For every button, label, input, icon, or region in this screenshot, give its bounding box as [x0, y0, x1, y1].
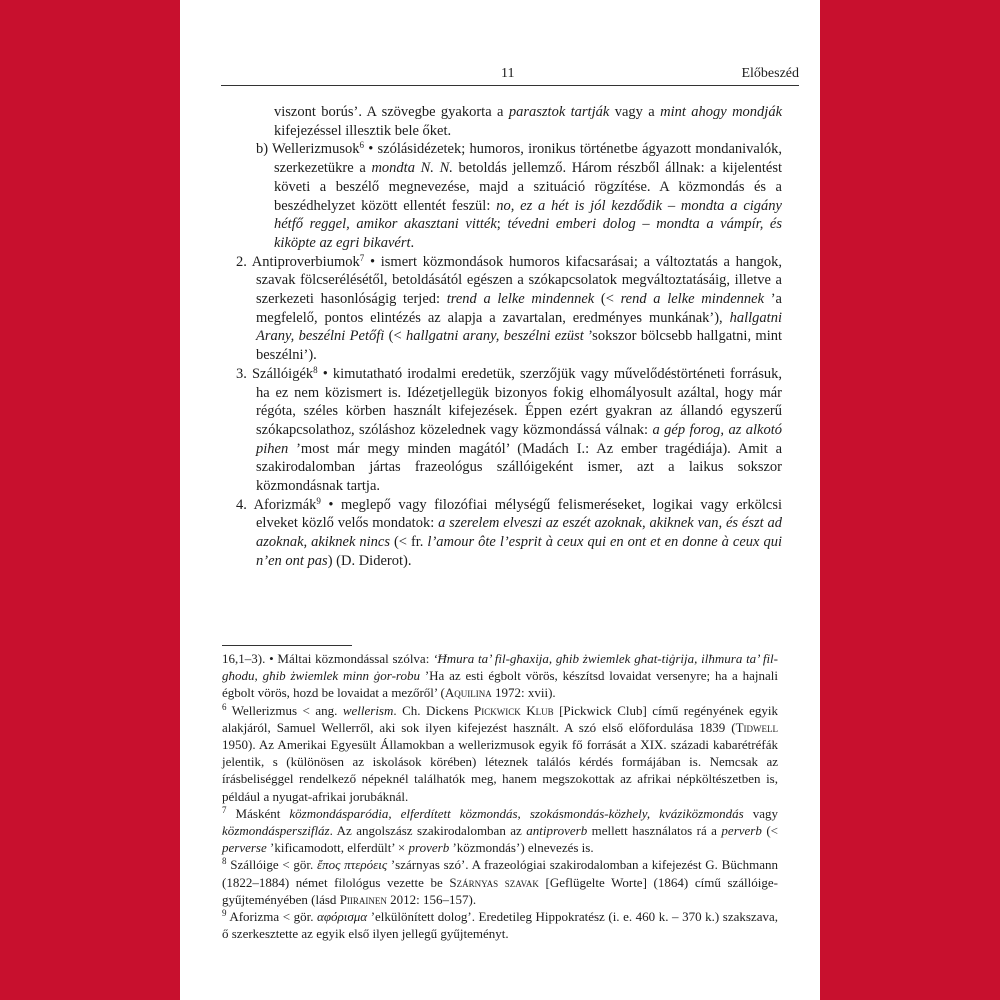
footnote-ref: 8	[313, 364, 318, 375]
page-number: 11	[501, 66, 515, 81]
footnote-separator	[222, 645, 352, 646]
footnote-ref: 6	[359, 140, 364, 151]
list-item-quotation: 3. Szállóigék$^8$ • kimutatható irodalmi eredetük, szerzőjük vagy művelődéstörténeti forrásuk, ha ez nem közismert is. Idézetjellegük bizonyos fokig elhomályosult azáltal, hogy már régóta, széles körben használt kifejezések. Éppen ezért gyakran az állandó egyszerű szókapcsolathoz, szóláshoz közelednek vagy közmondássá válnak: a gép forog, az alkotó pihen ’most már megy minden magától’ (Madách I.: Az ember tragédiája). Amit a szakirodalomban jártas frazeológus szállóigeként ismer, azt a laikus sokszor közmondásnak tartja.	[236, 364, 782, 495]
main-text	[226, 103, 782, 571]
footnote-8: $^8$ Szállóige < gör. ἔπος πτερόεις ’szárnyas szó’. A frazeológiai szakirodalomban a kifejezést G. Büchmann (1822–1884) német filológus vezette be Szárnyas szavak [Geflügelte Worte] (1864) című szállóige-gyűjteményében (lásd Piirainen 2012: 156–157).	[222, 856, 778, 907]
footnote-ref: 7	[359, 252, 365, 263]
footnote-9: $^9$ Aforizma < gör. αφόρισμα ’elkülönített dolog’. Eredetileg Hippokratész (i. e. 460 k. – 370 k.) szakszava, ő szerkesztette az egyik első ilyen jellegű gyűjteményt.	[222, 908, 778, 942]
list-item-wellerism: b) Wellerizmusok$^6$ • szólásidézetek; humoros, ironikus történetbe ágyazott mondanivalók, szerkezetükre a mondta N. N. betoldás jellemző. Három részből állnak: a kijelentést követi a beszélő megnevezése, majd a szituáció rögzítése. A közmondás és a beszédhelyzet között ellentét feszül: no, ez a hét is jól kezdődik – mondta a cigány hétfő reggel, amikor akasztani vitték; tévedni emberi dolog – mondta a vámpír, és kiköpte az egri bikavért.	[256, 140, 782, 251]
footnote-5-continuation: 16,1–3). • Máltai közmondással szólva: ‘Ħmura ta’ fil-għaxija, għib żwiemlek għat-tiġrija, ilħmura ta’ fil-għodu, għib żwiemlek minn ġor-robu ’Ha az esti égbolt vörös, készítsd lovaidat versenyre; ha a hajnali égbolt vörös, hozd be lovaidat a mezőről’ (Aquilina 1972: xvii).	[222, 651, 779, 701]
footnote-ref: 9	[316, 495, 321, 506]
running-header	[221, 66, 799, 86]
footnote-6: $^6$ Wellerizmus < ang. wellerism. Ch. Dickens Pickwick Klub [Pickwick Club] című regényének egyik alakjáról, Samuel Wellerről, aki sok ilyen kifejezést használt. A szó első előfordulása 1839 (Tidwell 1950). Az Amerikai Egyesült Államokban a wellerizmusok egyik fő forrását a XIX. századi kabarétréfák jelentik, s (különösen az iskolások körében) léteznek találós kérdés formájában is. Nemcsak az írásbeliséggel rendelkező népeknél találhatók meg, hanem megszokottak az afrikai népköltészetben is, például a nyugat-afrikai jorubáknál.	[222, 701, 778, 804]
header-rule	[221, 85, 799, 86]
footnotes	[222, 650, 778, 942]
list-item-antiproverb: 2. Antiproverbiumok$^7$ • ismert közmondások humoros kifacsarásai; a változtatás a hangok, szavak fölcserélésétől, betoldásától egészen a szókapcsolatok megváltoztatásáig, illetve a szerkezeti hasonlóságig terjed: trend a lelke mindennek (< rend a lelke mindennek ’a megfelelő, pontos elintézés az alapja a zavartalan, eredményes munkának’), hallgatni Arany, beszélni Petőfi (< hallgatni arany, beszélni ezüst ’sokszor bölcsebb hallgatni, mint beszélni’).	[236, 252, 783, 364]
paragraph-continuation: viszont borús’. A szövegbe gyakorta a parasztok tartják vagy a mint ahogy mondják kifejezéssel illesztik bele őket.	[274, 104, 783, 139]
running-title: Előbeszéd	[741, 66, 799, 81]
footnote-7: $^7$ Másként közmondásparódia, elferdített közmondás, szokásmondás-közhely, kváziközmondás vagy közmondásperszifláz. Az angolszász szakirodalomban az antiproverb mellett használatos rá a perverb (< perverse ’kificamodott, elferdült’ × proverb ’közmondás’) elnevezés is.	[222, 804, 778, 856]
book-page	[180, 0, 820, 1000]
list-item-aphorism: 4. Aforizmák$^9$ • meglepő vagy filozófiai mélységű felismeréseket, logikai vagy erkölcsi elveket közlő velős mondatok: a szerelem elveszi az eszét azoknak, akiknek van, és észt ad azoknak, akiknek nincs (< fr. l’amour ôte l’esprit à ceux qui en ont et en donne à ceux qui n’en ont pas) (D. Diderot).	[236, 495, 783, 569]
